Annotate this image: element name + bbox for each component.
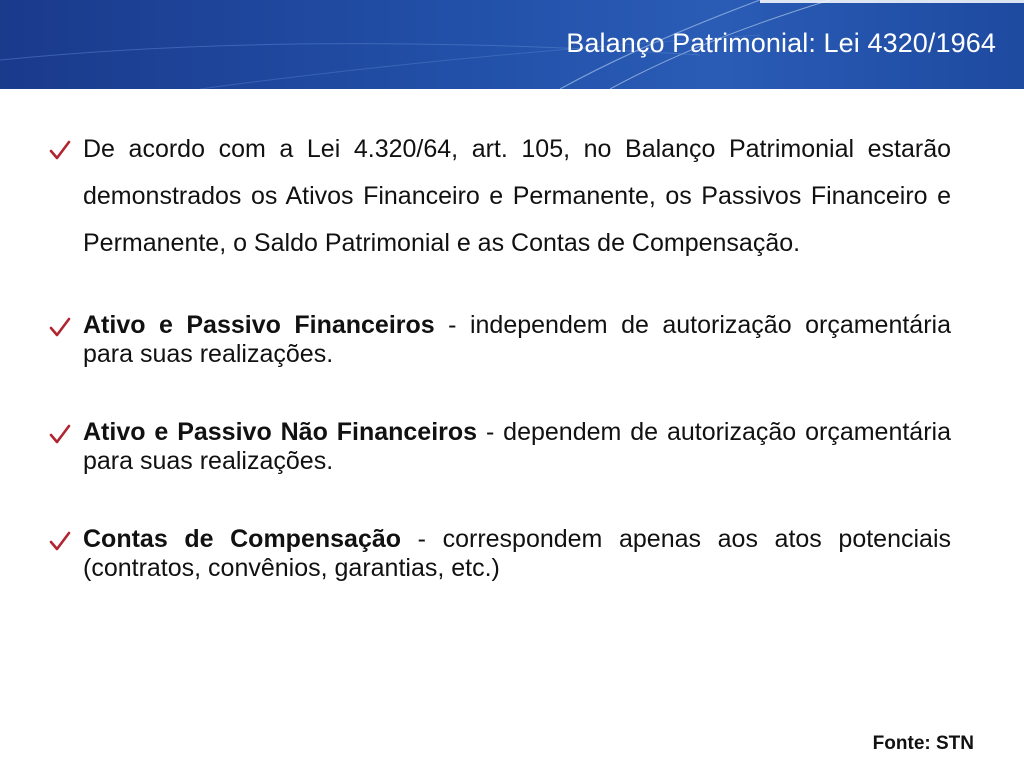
- check-icon: [49, 139, 71, 161]
- slide-title: Balanço Patrimonial: Lei 4320/1964: [566, 28, 996, 58]
- bullet-item: [49, 418, 951, 476]
- check-icon: [49, 316, 71, 338]
- bullet-term: Ativo e Passivo Financeiros: [83, 311, 435, 339]
- bullet-item: [49, 126, 951, 267]
- bullet-text: - dependem de autorização orçamentária para suas realizações.: [83, 418, 951, 475]
- bullet-list: [49, 126, 951, 583]
- check-icon: [49, 423, 71, 445]
- bullet-term: Ativo e Passivo Não Financeiros: [83, 418, 478, 446]
- header-banner: [0, 0, 1024, 89]
- check-icon: [49, 530, 71, 552]
- bullet-text: - independem de autorização orçamentária para suas realizações.: [83, 311, 951, 368]
- bullet-item: [49, 525, 951, 583]
- bullet-text: - correspondem apenas aos atos potenciais (contratos, convênios, garantias, etc.): [83, 525, 951, 582]
- bullet-term: Contas de Compensação: [83, 525, 402, 553]
- bullet-text: De acordo com a Lei 4.320/64, art. 105, no Balanço Patrimonial estarão demonstrados os Ativos Financeiro e Permanente, os Passivos Financeiro e Permanente, o Saldo Patrimonial e as Contas de Compensação.: [83, 135, 951, 257]
- source-note: Fonte: STN: [872, 733, 974, 754]
- bullet-item: [49, 311, 951, 369]
